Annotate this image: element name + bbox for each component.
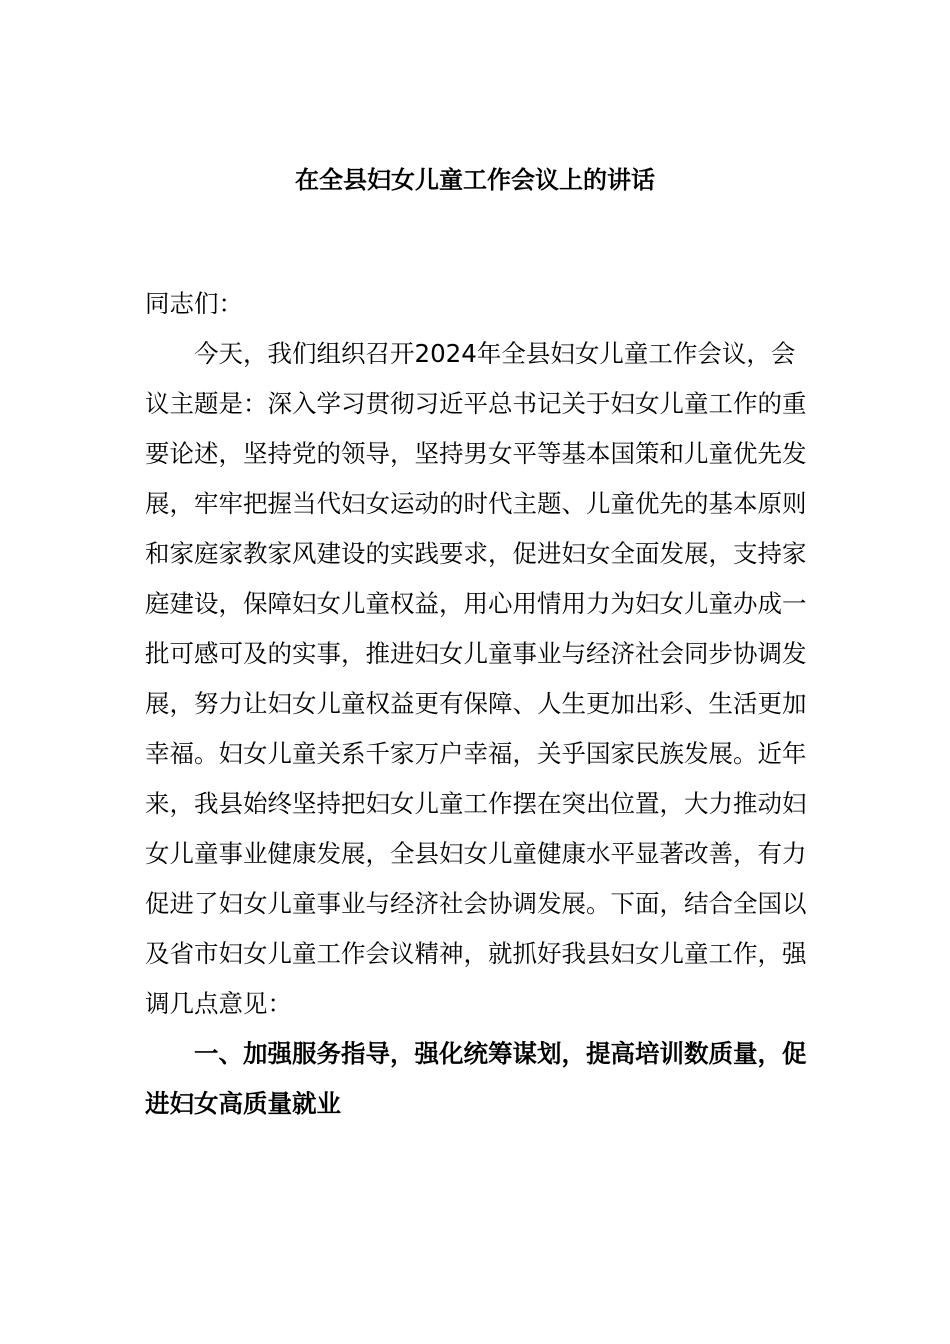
document-title: 在全县妇女儿童工作会议上的讲话	[295, 166, 655, 194]
section-heading: 一、加强服务指导，强化统筹谋划，提高培训数质量，促进妇女高质量就业	[145, 1039, 807, 1118]
salutation: 同志们：	[145, 289, 243, 318]
document-body	[145, 279, 815, 1129]
body-paragraph: 今天，我们组织召开2024年全县妇女儿童工作会议，会议主题是：深入学习贯彻习近平总书记关于妇女儿童工作的重要论述，坚持党的领导，坚持男女平等基本国策和儿童优先发展，牢牢把握当代妇女运动的时代主题、儿童优先的基本原则和家庭家教家风建设的实践要求，促进妇女全面发展，支持家庭建设，保障妇女儿童权益，用心用情用力为妇女儿童办成一批可感可及的实事，推进妇女儿童事业与经济社会同步协调发展，努力让妇女儿童权益更有保障、人生更加出彩、生活更加幸福。妇女儿童关系千家万户幸福，关乎国家民族发展。近年来，我县始终坚持把妇女儿童工作摆在突出位置，大力推动妇女儿童事业健康发展，全县妇女儿童健康水平显著改善，有力促进了妇女儿童事业与经济社会协调发展。下面，结合全国以及省市妇女儿童工作会议精神，就抓好我县妇女儿童工作，强调几点意见：	[145, 339, 807, 1018]
